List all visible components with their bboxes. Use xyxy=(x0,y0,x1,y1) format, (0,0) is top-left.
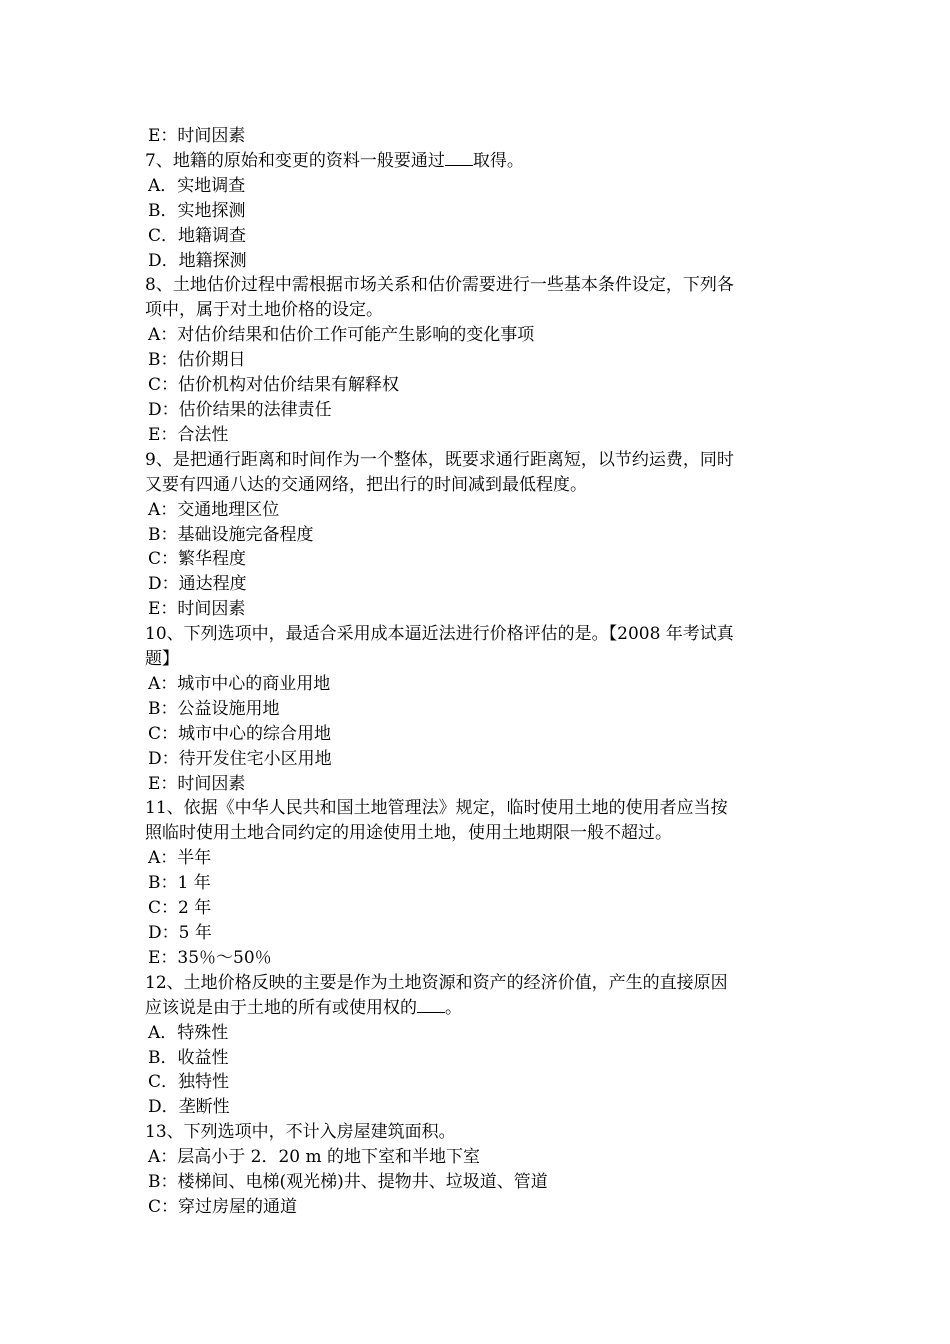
option-b: B：基础设施完备程度 xyxy=(148,524,314,545)
option-c: C．地籍调查 xyxy=(148,225,247,246)
question-12-stem-line2: 应该说是由于土地的所有或使用权的 。 xyxy=(145,997,462,1018)
question-10-stem-line2: 题】 xyxy=(145,649,179,670)
option-d: D：估价结果的法律责任 xyxy=(148,399,332,420)
option-d: D．垄断性 xyxy=(148,1097,230,1118)
option-d: D：待开发住宅小区用地 xyxy=(148,748,332,769)
option-b: B：公益设施用地 xyxy=(148,698,280,719)
option-d: D：5 年 xyxy=(148,923,212,943)
question-9-stem-line2: 又要有四通八达的交通网络，把出行的时间减到最低程度。 xyxy=(145,474,587,495)
option-a: A：交通地理区位 xyxy=(148,499,280,520)
option-e: E：时间因素 xyxy=(148,773,246,794)
option-b: B：楼梯间、电梯(观光梯)井、提物井、垃圾道、管道 xyxy=(148,1172,548,1193)
option-e: E：35％～50％ xyxy=(148,947,272,968)
option-b: B：估价期日 xyxy=(148,350,246,371)
answer-blank xyxy=(445,151,473,166)
question-8-stem-line1: 8、土地估价过程中需根据市场关系和估价需要进行一些基本条件设定，下列各 xyxy=(145,275,734,296)
option-a: A：层高小于 2．20 m 的地下室和半地下室 xyxy=(148,1147,481,1168)
option-e: E：合法性 xyxy=(148,424,229,445)
option-c: C：估价机构对估价结果有解释权 xyxy=(148,375,400,396)
question-8-stem-line2: 项中，属于对土地价格的设定。 xyxy=(145,300,383,321)
option-b: B：1 年 xyxy=(148,873,211,894)
option-c: C：城市中心的综合用地 xyxy=(148,723,332,744)
option-a: A：半年 xyxy=(148,848,212,869)
option-c: C：2 年 xyxy=(148,898,212,919)
option-e: E：时间因素 xyxy=(148,599,246,620)
option-e: E：时间因素 xyxy=(148,126,246,146)
option-b: B．实地探测 xyxy=(148,200,246,221)
option-c: C．独特性 xyxy=(148,1072,230,1093)
question-7-stem: 7、地籍的原始和变更的资料一般要通过 取得。 xyxy=(145,150,524,171)
option-d: D：通达程度 xyxy=(148,574,247,595)
option-b: B．收益性 xyxy=(148,1047,229,1068)
question-13-stem: 13、下列选项中，不计入房屋建筑面积。 xyxy=(145,1122,456,1143)
option-c: C：穿过房屋的通道 xyxy=(148,1196,298,1217)
question-10-stem-line1: 10、下列选项中，最适合采用成本逼近法进行价格评估的是。【2008 年考试真 xyxy=(145,624,734,645)
question-11-stem-line2: 照临时使用土地合同约定的用途使用土地，使用土地期限一般不超过。 xyxy=(145,823,672,844)
option-a: A：对估价结果和估价工作可能产生影响的变化事项 xyxy=(148,325,535,346)
option-a: A：城市中心的商业用地 xyxy=(148,673,331,694)
question-11-stem-line1: 11、依据《中华人民共和国土地管理法》规定，临时使用土地的使用者应当按 xyxy=(145,798,728,819)
question-9-stem-line1: 9、是把通行距离和时间作为一个整体，既要求通行距离短，以节约运费，同时 xyxy=(145,449,734,470)
option-a: A．实地调查 xyxy=(148,175,246,196)
question-12-stem-line1: 12、土地价格反映的主要是作为土地资源和资产的经济价值，产生的直接原因 xyxy=(145,972,728,993)
answer-blank xyxy=(417,998,445,1013)
option-d: D．地籍探测 xyxy=(148,250,247,271)
option-c: C：繁华程度 xyxy=(148,549,247,570)
option-a: A．特殊性 xyxy=(148,1022,229,1043)
document-page xyxy=(145,124,810,1220)
